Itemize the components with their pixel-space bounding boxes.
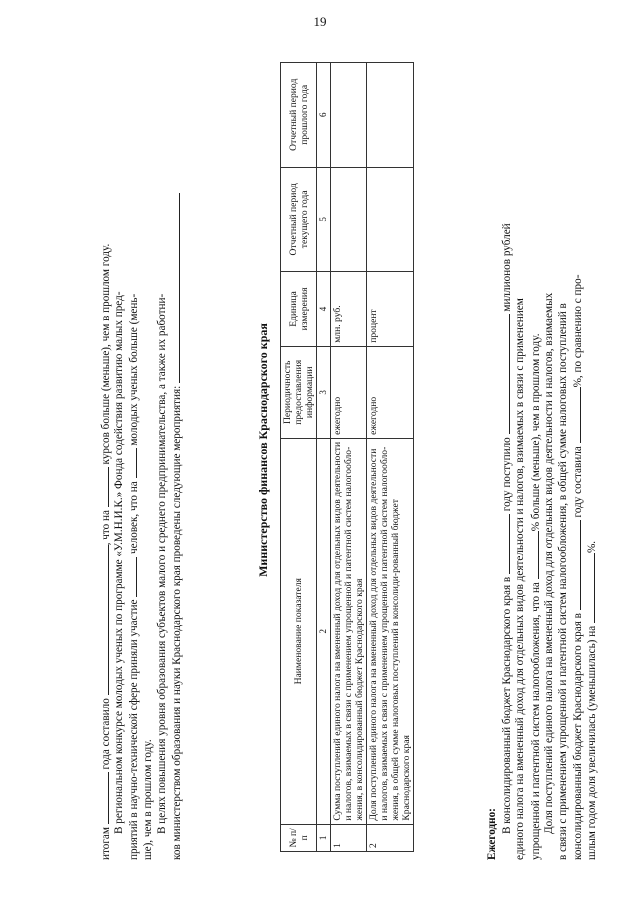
value-previous[interactable] bbox=[331, 63, 367, 168]
table-row: 2 Доля поступлений единого налога на вмененный доход для отдельных видов деятельности и налогов, взимаемых в связи с применением упрощенной и патентной систем налогообло-жения, в общей сумме налоговых поступлений в консолиди-рованный бюджет Краснодарского края ежегодно процент bbox=[367, 63, 414, 852]
blank-field[interactable] bbox=[98, 545, 109, 695]
blank-field[interactable] bbox=[126, 448, 137, 478]
blank-field[interactable] bbox=[499, 514, 510, 574]
p2-line-2: в связи с применением упрощенной и патентной систем налогообложения, в общей сумме налоговых поступлений в bbox=[556, 303, 569, 860]
table-header-row bbox=[281, 63, 317, 852]
annual-label: Ежегодно: bbox=[486, 808, 498, 860]
value-current[interactable] bbox=[331, 167, 367, 272]
p1-line-1: В консолидированный бюджет Краснодарского края в году поступило миллионов рублей bbox=[501, 223, 514, 834]
para3-line-2: ков министерством образования и науки Краснодарского края проведены следующие мероприятия: bbox=[169, 40, 183, 860]
header-num: № п/п bbox=[281, 824, 317, 851]
value-current[interactable] bbox=[367, 167, 414, 272]
annual-text bbox=[485, 40, 599, 860]
para3-line-1: В целях повышения уровня образования субъектов малого и среднего предпринимательства, а также их работни- bbox=[155, 293, 168, 834]
para2-line-1: В региональном конкурсе молодых ученых по программе «У.М.Н.И.К.» Фонда содействия развитию малых пред- bbox=[113, 291, 126, 834]
intro-line-1: итогам года составило , что на курсов больше (меньше), чем в прошлом году. bbox=[100, 243, 112, 860]
header-period: Периодичность предоставления информации bbox=[281, 346, 317, 438]
blank-field[interactable] bbox=[570, 387, 581, 443]
header-current: Отчетный период текущего года bbox=[281, 167, 317, 272]
blank-field[interactable] bbox=[570, 520, 581, 610]
table-row: 1 Сумма поступлений единого налога на вмененный доход для отдельных видов деятельности и налогов, взимаемых в связи с применением упрощенной и патентной систем налогообло-жения, в консолидированный бюджет Краснодарского края ежегодно млн. руб. bbox=[331, 63, 367, 852]
p1-line-2: единого налога на вмененный доход для отдельных видов деятельности и налогов, взимаемых в связи с применением bbox=[514, 298, 527, 860]
value-previous[interactable] bbox=[367, 63, 414, 168]
para2-line-3: ше), чем в прошлом году. bbox=[141, 739, 154, 860]
header-previous: Отчетный период прошлого года bbox=[281, 63, 317, 168]
blank-field[interactable] bbox=[98, 772, 109, 824]
p1-line-3: упрощенной и патентной систем налогообложения, что на % больше (меньше), чем в прошлом году. bbox=[529, 333, 542, 860]
column-number-row: 1 2 3 4 5 6 bbox=[317, 63, 331, 852]
blank-field[interactable] bbox=[169, 193, 180, 383]
blank-field[interactable] bbox=[528, 531, 539, 579]
blank-field[interactable] bbox=[98, 467, 109, 507]
header-name: Наименование показателя bbox=[281, 438, 317, 824]
p2-line-4: шлым годом доля увеличилась (уменьшилась) на %. bbox=[586, 540, 599, 860]
section-title: Министерство финансов Краснодарского края bbox=[256, 323, 270, 577]
indicators-table bbox=[280, 62, 414, 852]
p2-line-1: Доля поступлений единого налога на вмененный доход для отдельных видов деятельности и налогов, взимаемых bbox=[542, 292, 555, 834]
p2-line-3: консолидированный бюджет Краснодарского края в году составила %, по сравнению с про- bbox=[572, 274, 585, 860]
blank-field[interactable] bbox=[584, 553, 595, 623]
header-unit: Единица измерения bbox=[281, 272, 317, 347]
intro-text bbox=[98, 40, 183, 860]
para2-line-2: приятий в научно-технической сфере приняли участие человек, что на молодых ученых больше (мень- bbox=[128, 293, 141, 860]
page-number: 19 bbox=[313, 14, 327, 29]
blank-field[interactable] bbox=[126, 557, 137, 597]
rotated-page-content bbox=[90, 40, 599, 860]
blank-field[interactable] bbox=[499, 314, 510, 434]
